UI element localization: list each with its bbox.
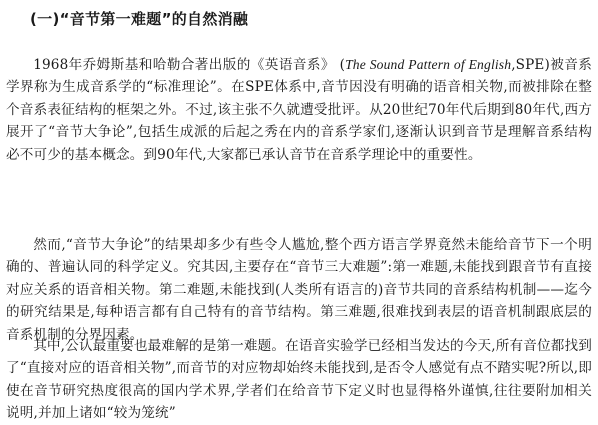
paragraph-1-before: 1968年乔姆斯基和哈勒合著出版的《英语音系》 ( xyxy=(33,56,346,73)
paragraph-2: 然而,“音节大争论”的结果却多少有些令人尴尬,整个西方语言学界竟然未能给音节下一个明确的、普遍认同的科学定义。究其因,主要存在“音节三大难题”:第一难题,未能找到跟音节有直接对应关系的语音相关物。第二难题,未能找到(人类所有语言的)音节共同的音系结构机制——迄今的研究结果是,每种语言都有自己特有的音节结构。第三难题,很难找到表层的语音机制跟底层的音系机制的分界因素。 xyxy=(6,236,592,343)
paragraph-1 xyxy=(6,54,592,167)
paragraph-3: 其中,公认最重要也最难解的是第一难题。在语音实验学已经相当发达的今天,所有音位都找到了“直接对应的语音相关物”,而音节的对应物却始终未能找到,是否令人感觉有点不踏实呢?所以,即使在音节研究热度很高的国内学术界,学者们在给音节下定义时也显得格外谨慎,往往要附加相关说明,并加上诸如“较为笼统” xyxy=(6,337,592,422)
paragraph-1-after: ,SPE)被音系学界称为生成音系学的“标准理论”。在SPE体系中,音节因没有明确的语音相关物,而被排除在整个音系表征结构的框架之外。不过,该主张不久就遭受批评。从20世纪70年代后期到80年代,西方展开了“音节大争论”,包括生成派的后起之秀在内的音系学家们,逐渐认识到音节是理解音系结构必不可少的基本概念。到90年代,大家都已承认音节在音系学理论中的重要性。 xyxy=(6,56,592,163)
paragraph-1-book-title: The Sound Pattern of English xyxy=(345,56,512,72)
section-heading: (一)“音节第一难题”的自然消融 xyxy=(30,10,249,28)
